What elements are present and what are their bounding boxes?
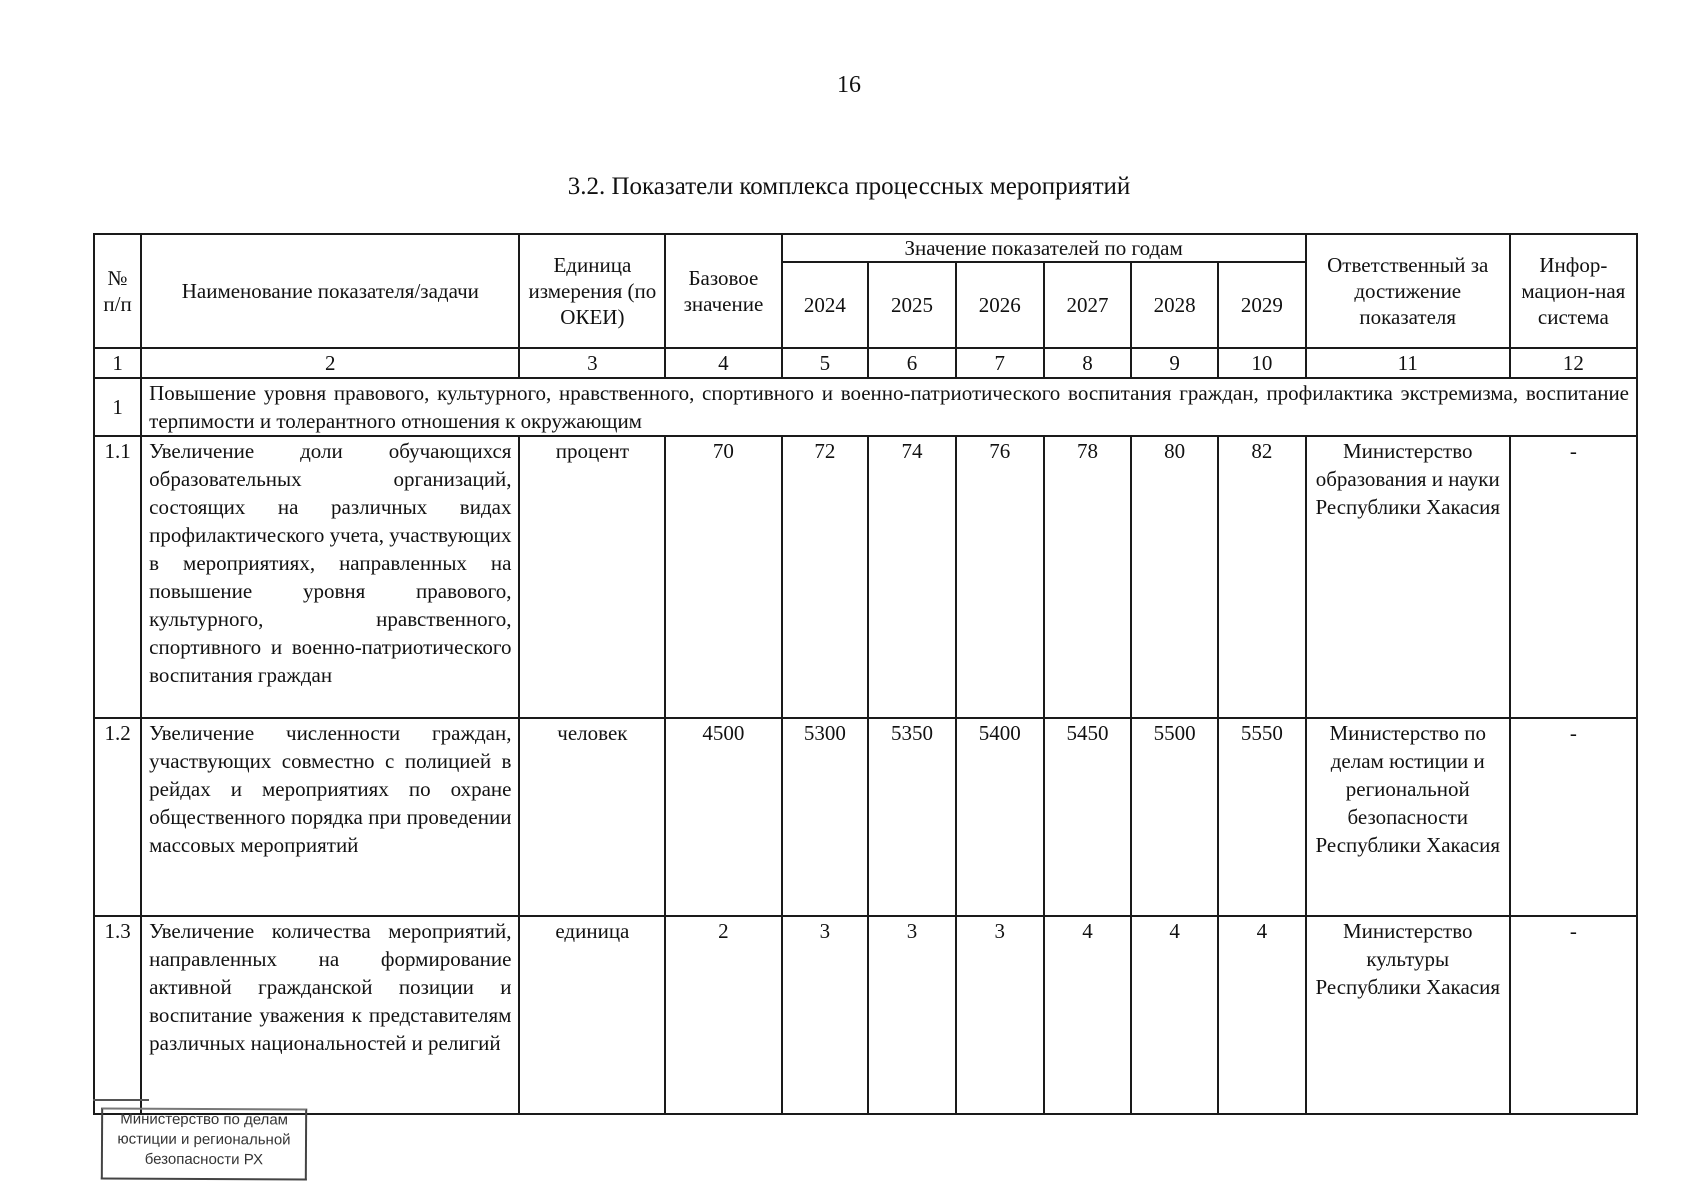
header-year: 2026 <box>956 262 1044 348</box>
row-number: 1.3 <box>94 916 141 1114</box>
column-number: 2 <box>141 348 519 378</box>
indicator-name: Увеличение численности граждан, участвующих совместно с полицией в рейдах и мероприятиях по охране общественного порядка при проведении массовых мероприятий <box>141 718 519 916</box>
ministry-stamp <box>101 1107 307 1180</box>
header-row <box>94 234 1637 262</box>
page-number: 16 <box>837 72 861 98</box>
base-value-cell: 2 <box>665 916 781 1114</box>
responsible-cell: Министерство по делам юстиции и региональной безопасности Республики Хакасия <box>1306 718 1510 916</box>
year-value-cell: 4 <box>1218 916 1306 1114</box>
base-value-cell: 4500 <box>665 718 781 916</box>
header-base-value: Базовое значение <box>665 234 781 348</box>
indicator-name: Увеличение доли обучающихся образовательных организаций, состоящих на различных видах профилактического учета, участвующих в мероприятиях, направленных на повышение уровня правового, культурного, нравственного, спортивного и военно-патриотического воспитания граждан <box>141 436 519 718</box>
unit-cell: человек <box>519 718 665 916</box>
stamp-divider <box>93 1099 149 1101</box>
responsible-cell: Министерство культуры Республики Хакасия <box>1306 916 1510 1114</box>
header-year: 2025 <box>868 262 956 348</box>
year-value-cell: 82 <box>1218 436 1306 718</box>
column-number: 12 <box>1510 348 1637 378</box>
year-value-cell: 4 <box>1044 916 1132 1114</box>
year-value-cell: 76 <box>956 436 1044 718</box>
year-value-cell: 74 <box>868 436 956 718</box>
table-row <box>94 718 1637 916</box>
year-value-cell: 3 <box>956 916 1044 1114</box>
info-system-cell: - <box>1510 436 1637 718</box>
stamp-line: юстиции и региональной <box>117 1130 291 1149</box>
section-text: Повышение уровня правового, культурного, нравственного, спортивного и военно-патриотического воспитания граждан, профилактика экстремизма, воспитание терпимости и толерантного отношения к окружающим <box>141 378 1637 436</box>
column-number: 10 <box>1218 348 1306 378</box>
header-year: 2027 <box>1044 262 1132 348</box>
indicators-table <box>93 233 1638 1115</box>
header-year: 2024 <box>782 262 869 348</box>
indicator-name: Увеличение количества мероприятий, направленных на формирование активной гражданской позиции и воспитание уважения к представителям различных национальностей и религий <box>141 916 519 1114</box>
column-number: 11 <box>1306 348 1510 378</box>
row-number: 1.1 <box>94 436 141 718</box>
year-value-cell: 3 <box>782 916 869 1114</box>
column-number-row <box>94 348 1637 378</box>
table-row <box>94 436 1637 718</box>
header-year: 2028 <box>1131 262 1218 348</box>
header-name: Наименование показателя/задачи <box>141 234 519 348</box>
year-value-cell: 72 <box>782 436 869 718</box>
header-unit: Единица измерения (по ОКЕИ) <box>519 234 665 348</box>
column-number: 6 <box>868 348 956 378</box>
year-value-cell: 4 <box>1131 916 1218 1114</box>
header-responsible: Ответственный за достижение показателя <box>1306 234 1510 348</box>
column-number: 5 <box>782 348 869 378</box>
responsible-cell: Министерство образования и науки Республики Хакасия <box>1306 436 1510 718</box>
table-row <box>94 916 1637 1114</box>
info-system-cell: - <box>1510 916 1637 1114</box>
column-number: 3 <box>519 348 665 378</box>
stamp-line: Министерство по делам <box>120 1110 289 1129</box>
section-title: 3.2. Показатели комплекса процессных мероприятий <box>567 173 1131 200</box>
year-value-cell: 78 <box>1044 436 1132 718</box>
info-system-cell: - <box>1510 718 1637 916</box>
year-value-cell: 5450 <box>1044 718 1132 916</box>
column-number: 1 <box>94 348 141 378</box>
row-number: 1.2 <box>94 718 141 916</box>
column-number: 8 <box>1044 348 1132 378</box>
unit-cell: процент <box>519 436 665 718</box>
header-years-group: Значение показателей по годам <box>782 234 1306 262</box>
column-number: 4 <box>665 348 781 378</box>
year-value-cell: 80 <box>1131 436 1218 718</box>
section-row <box>94 378 1637 436</box>
header-year: 2029 <box>1218 262 1306 348</box>
year-value-cell: 5300 <box>782 718 869 916</box>
year-value-cell: 5400 <box>956 718 1044 916</box>
year-value-cell: 5500 <box>1131 718 1218 916</box>
header-num: № п/п <box>94 234 141 348</box>
stamp-line: безопасности РХ <box>144 1150 264 1169</box>
column-number: 7 <box>956 348 1044 378</box>
column-number: 9 <box>1131 348 1218 378</box>
section-number: 1 <box>94 378 141 436</box>
unit-cell: единица <box>519 916 665 1114</box>
year-value-cell: 5550 <box>1218 718 1306 916</box>
year-value-cell: 5350 <box>868 718 956 916</box>
base-value-cell: 70 <box>665 436 781 718</box>
header-info-system: Инфор-мацион-ная система <box>1510 234 1637 348</box>
year-value-cell: 3 <box>868 916 956 1114</box>
